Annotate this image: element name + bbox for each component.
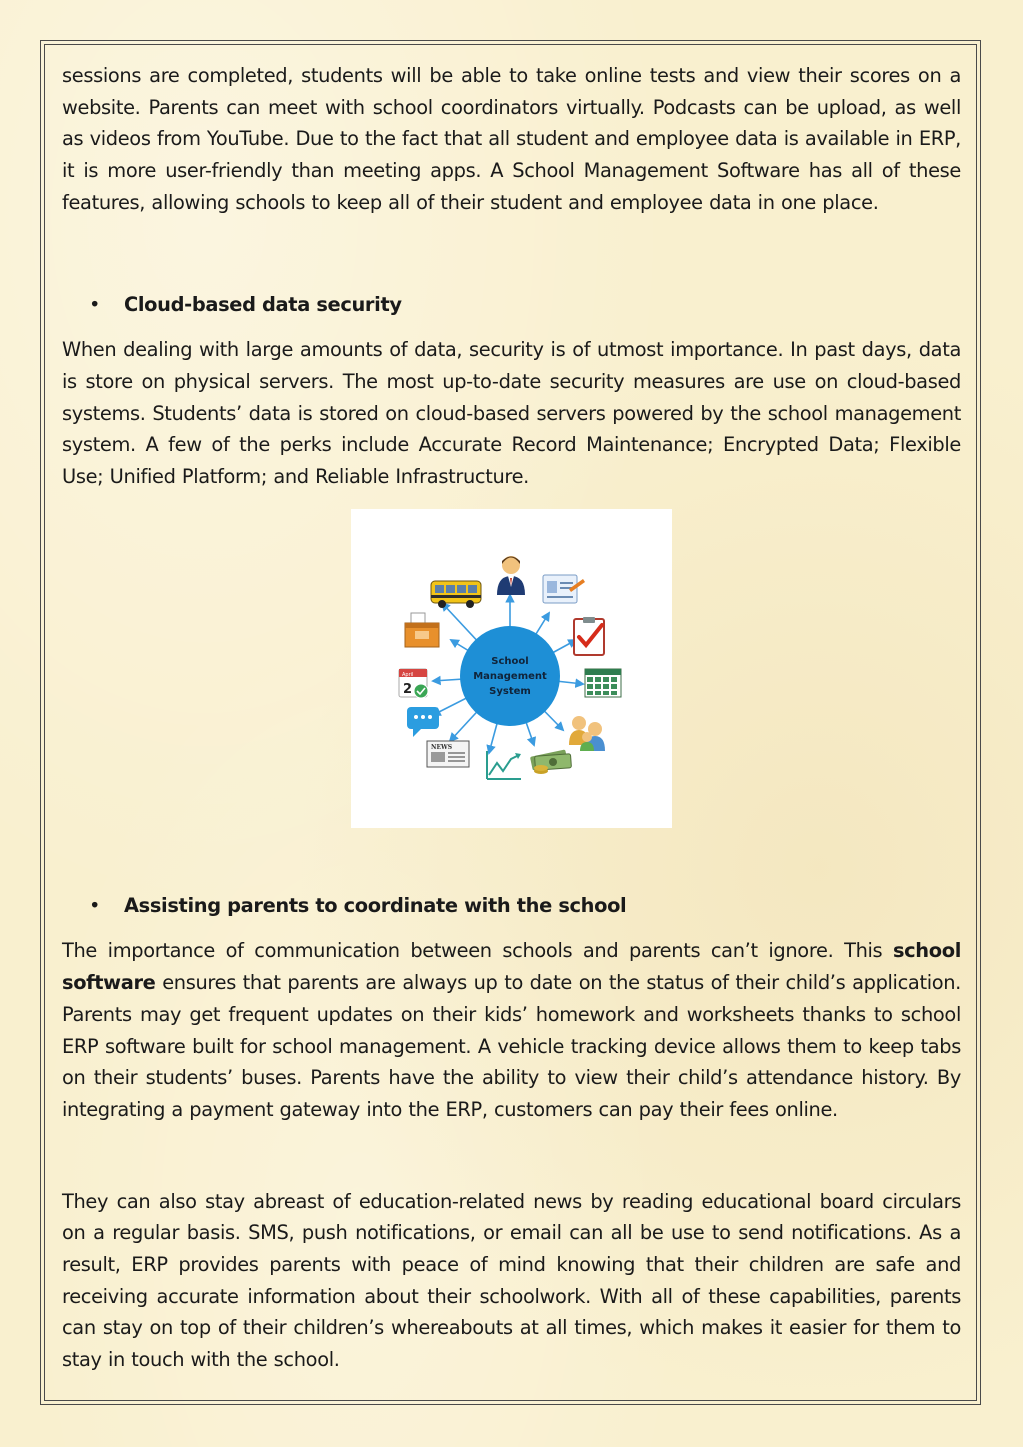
bullet-dot: • (89, 292, 101, 316)
keyword-school-software: school software (62, 939, 961, 995)
parents-icon (569, 716, 605, 751)
paragraph-rest-text: ensures that parents are always up to date on the status of their child’s application. Parents may get frequent updates on their kids’ homework and worksheets thanks to school ERP software built for school management. A vehicle tracking device allows them to keep tabs on their students’ buses. Parents have the ability to view their child’s attendance history. By integrating a payment gateway into the ERP, customers can pay their fees online. (62, 971, 961, 1121)
document-content (62, 60, 961, 1376)
hub-label-line2: Management (473, 670, 547, 682)
newspaper-label: NEWS (431, 743, 453, 751)
hub-label-line1: School (491, 655, 529, 667)
paragraph-parents-notifications: They can also stay abreast of education-related news by reading educational board circulars on a regular basis. SMS, push notifications, or email can all be use to send notifications. As a result, ERP provides parents with peace of mind knowing that their children are safe and receiving accurate information about their schoolwork. With all of these capabilities, parents can stay on top of their children’s whereabouts at all times, which makes it easier for them to stay in touch with the school. (62, 1189, 961, 1372)
calendar-day: 2 (403, 681, 413, 697)
newspaper-icon (427, 741, 469, 767)
id-card-icon (543, 575, 585, 603)
ballot-box-icon (405, 613, 439, 647)
calendar-month: April (402, 671, 414, 678)
paragraph-parents-communication (62, 935, 961, 1125)
section-heading-cloud-security (62, 289, 961, 321)
money-icon (530, 749, 572, 774)
timetable-icon (585, 669, 621, 697)
paragraph-lead-text: The importance of communication between schools and parents can’t ignore. This (62, 939, 893, 963)
calendar-icon (399, 669, 428, 698)
checklist-icon (574, 617, 604, 655)
section-heading-text: Assisting parents to coordinate with the school (124, 893, 627, 917)
paragraph-cloud-security: When dealing with large amounts of data, security is of utmost importance. In past days, data is store on physical servers. The most up-to-date security measures are use on cloud-based systems. Students’ data is stored on cloud-based servers powered by the school management system. A few of the perks include Accurate Record Maintenance; Encrypted Data; Flexible Use; Unified Platform; and Reliable Infrastructure. (62, 338, 961, 489)
chat-icon (407, 707, 439, 737)
school-management-diagram (351, 509, 672, 828)
diagram-svg (351, 509, 672, 828)
chart-icon (487, 751, 521, 779)
section-heading-parents (62, 890, 961, 922)
bullet-dot: • (89, 893, 101, 917)
paragraph-online-features: sessions are completed, students will be able to take online tests and view their scores on a website. Parents can meet with school coordinators virtually. Podcasts can be upload, as well as videos from YouTube. Due to the fact that all student and employee data is available in ERP, it is more user-friendly than meeting apps. A School Management Software has all of these features, allowing schools to keep all of their student and employee data in one place. (62, 64, 961, 214)
teacher-icon (497, 556, 525, 595)
section-heading-text: Cloud-based data security (124, 292, 402, 316)
hub-label-line3: System (489, 685, 531, 697)
bus-icon (431, 581, 481, 608)
